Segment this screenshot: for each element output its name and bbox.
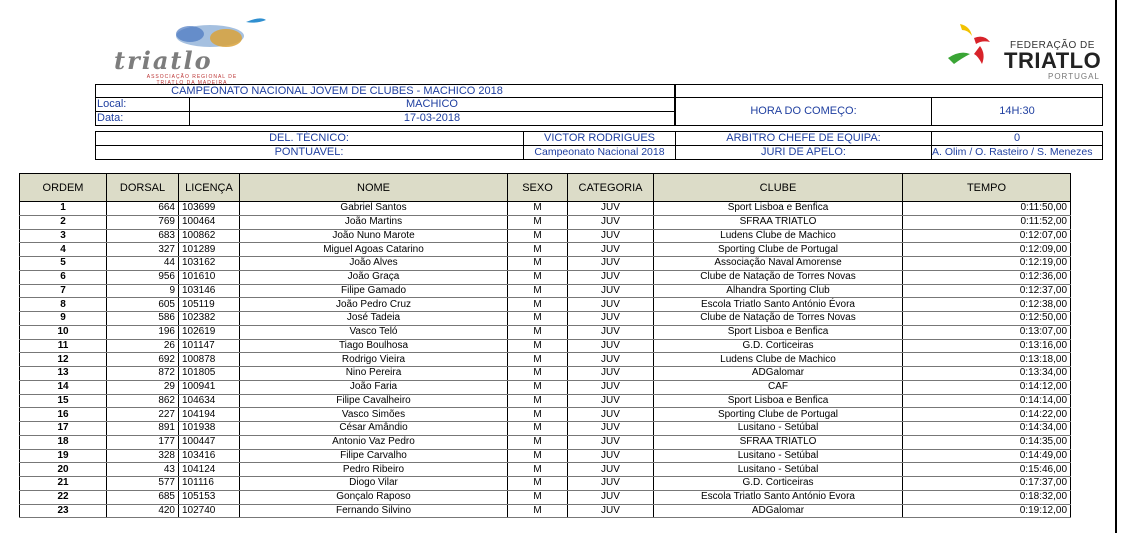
cell-categoria: JUV [568, 394, 654, 408]
table-row [20, 490, 1071, 504]
cell-tempo: 0:14:14,00 [903, 394, 1071, 408]
cell-licenca: 103699 [179, 202, 240, 216]
cell-ordem: 13 [20, 367, 107, 381]
cell-sexo: M [508, 229, 568, 243]
cell-sexo: M [508, 202, 568, 216]
cell-dorsal: 683 [107, 229, 179, 243]
event-title: CAMPEONATO NACIONAL JOVEM DE CLUBES - MACHICO 2018 [171, 85, 503, 97]
table-row [20, 243, 1071, 257]
cell-nome: Rodrigo Vieira [240, 353, 508, 367]
cell-sexo: M [508, 504, 568, 518]
cell-ordem: 4 [20, 243, 107, 257]
cell-licenca: 105119 [179, 298, 240, 312]
cell-licenca: 102382 [179, 312, 240, 326]
cell-clube: G.D. Corticeiras [654, 477, 903, 491]
cell-tempo: 0:12:50,00 [903, 312, 1071, 326]
cell-sexo: M [508, 463, 568, 477]
cell-categoria: JUV [568, 202, 654, 216]
cell-tempo: 0:12:37,00 [903, 284, 1071, 298]
cell-licenca: 102740 [179, 504, 240, 518]
cell-nome: Filipe Carvalho [240, 449, 508, 463]
cell-tempo: 0:12:07,00 [903, 229, 1071, 243]
cell-dorsal: 9 [107, 284, 179, 298]
cell-ordem: 2 [20, 215, 107, 229]
cell-nome: Miguel Agoas Catarino [240, 243, 508, 257]
col-dorsal: DORSAL [107, 174, 179, 202]
table-row [20, 202, 1071, 216]
cell-licenca: 104634 [179, 394, 240, 408]
cell-clube: Associação Naval Amorense [654, 257, 903, 271]
table-row [20, 339, 1071, 353]
cell-sexo: M [508, 353, 568, 367]
cell-clube: Ludens Clube de Machico [654, 353, 903, 367]
cell-licenca: 100862 [179, 229, 240, 243]
cell-categoria: JUV [568, 215, 654, 229]
cell-tempo: 0:12:38,00 [903, 298, 1071, 312]
cell-categoria: JUV [568, 422, 654, 436]
cell-ordem: 20 [20, 463, 107, 477]
chief-referee-value: 0 [1013, 132, 1021, 144]
start-time-value: 14H:30 [999, 105, 1035, 117]
cell-clube: SFRAA TRIATLO [654, 215, 903, 229]
col-licenca: LICENÇA [179, 174, 240, 202]
results-body [20, 202, 1071, 518]
cell-categoria: JUV [568, 449, 654, 463]
cell-ordem: 18 [20, 435, 107, 449]
table-row [20, 325, 1071, 339]
cell-ordem: 10 [20, 325, 107, 339]
cell-dorsal: 956 [107, 270, 179, 284]
appeal-jury-value: A. Olim / O. Rasteiro / S. Menezes [932, 146, 1093, 158]
cell-nome: Antonio Vaz Pedro [240, 435, 508, 449]
cell-tempo: 0:14:12,00 [903, 380, 1071, 394]
cell-licenca: 101289 [179, 243, 240, 257]
cell-categoria: JUV [568, 229, 654, 243]
cell-categoria: JUV [568, 463, 654, 477]
cell-categoria: JUV [568, 367, 654, 381]
cell-nome: César Amândio [240, 422, 508, 436]
cell-nome: João Nuno Marote [240, 229, 508, 243]
cell-dorsal: 227 [107, 408, 179, 422]
cell-licenca: 101116 [179, 477, 240, 491]
logo-wordmark: triatlo [114, 46, 213, 75]
table-row [20, 435, 1071, 449]
cell-clube: Escola Triatlo Santo António Évora [654, 490, 903, 504]
cell-nome: José Tadeia [240, 312, 508, 326]
cell-licenca: 102619 [179, 325, 240, 339]
cell-ordem: 1 [20, 202, 107, 216]
tech-delegate-label: DEL. TÉCNICO: [269, 132, 349, 144]
cell-tempo: 0:19:12,00 [903, 504, 1071, 518]
cell-clube: Alhandra Sporting Club [654, 284, 903, 298]
table-row [20, 394, 1071, 408]
cell-categoria: JUV [568, 353, 654, 367]
cell-categoria: JUV [568, 504, 654, 518]
cell-sexo: M [508, 215, 568, 229]
page-edge-bar [1115, 0, 1117, 533]
local-label: Local: [97, 98, 127, 110]
cell-tempo: 0:13:18,00 [903, 353, 1071, 367]
cell-dorsal: 44 [107, 257, 179, 271]
local-value: MACHICO [406, 98, 458, 110]
cell-dorsal: 43 [107, 463, 179, 477]
col-clube: CLUBE [654, 174, 903, 202]
cell-licenca: 101938 [179, 422, 240, 436]
cell-ordem: 19 [20, 449, 107, 463]
logo-figure-icon [940, 20, 1006, 68]
cell-nome: Pedro Ribeiro [240, 463, 508, 477]
cell-nome: Gabriel Santos [240, 202, 508, 216]
date-value: 17-03-2018 [403, 112, 461, 124]
cell-ordem: 21 [20, 477, 107, 491]
cell-clube: Sport Lisboa e Benfica [654, 202, 903, 216]
cell-sexo: M [508, 312, 568, 326]
cell-categoria: JUV [568, 257, 654, 271]
cell-tempo: 0:15:46,00 [903, 463, 1071, 477]
cell-ordem: 16 [20, 408, 107, 422]
logo-line-2: TRIATLO [1004, 48, 1102, 73]
cell-licenca: 104194 [179, 408, 240, 422]
cell-licenca: 100941 [179, 380, 240, 394]
tech-delegate-value: VICTOR RODRIGUES [543, 132, 656, 144]
results-table [19, 173, 1071, 518]
cell-sexo: M [508, 477, 568, 491]
cell-tempo: 0:14:34,00 [903, 422, 1071, 436]
cell-nome: João Faria [240, 380, 508, 394]
logo-swoosh-icon [138, 14, 268, 50]
cell-nome: Nino Pereira [240, 367, 508, 381]
cell-licenca: 104124 [179, 463, 240, 477]
cell-categoria: JUV [568, 339, 654, 353]
table-row [20, 229, 1071, 243]
cell-tempo: 0:11:50,00 [903, 202, 1071, 216]
col-tempo: TEMPO [903, 174, 1071, 202]
col-ordem: ORDEM [20, 174, 107, 202]
cell-dorsal: 862 [107, 394, 179, 408]
table-row [20, 422, 1071, 436]
federation-logo [940, 18, 1110, 88]
cell-licenca: 100464 [179, 215, 240, 229]
cell-sexo: M [508, 298, 568, 312]
cell-licenca: 103416 [179, 449, 240, 463]
cell-clube: ADGalomar [654, 504, 903, 518]
cell-categoria: JUV [568, 270, 654, 284]
cell-categoria: JUV [568, 477, 654, 491]
cell-sexo: M [508, 435, 568, 449]
cell-nome: João Pedro Cruz [240, 298, 508, 312]
cell-tempo: 0:14:49,00 [903, 449, 1071, 463]
cell-dorsal: 177 [107, 435, 179, 449]
cell-licenca: 103162 [179, 257, 240, 271]
cell-licenca: 100447 [179, 435, 240, 449]
cell-clube: Sport Lisboa e Benfica [654, 325, 903, 339]
cell-dorsal: 586 [107, 312, 179, 326]
cell-sexo: M [508, 408, 568, 422]
cell-clube: Sporting Clube de Portugal [654, 243, 903, 257]
cell-tempo: 0:14:35,00 [903, 435, 1071, 449]
cell-tempo: 0:12:19,00 [903, 257, 1071, 271]
cell-tempo: 0:13:16,00 [903, 339, 1071, 353]
cell-clube: Escola Triatlo Santo António Évora [654, 298, 903, 312]
cell-dorsal: 664 [107, 202, 179, 216]
cell-dorsal: 769 [107, 215, 179, 229]
logo-line-3: PORTUGAL [1048, 72, 1100, 81]
scoring-value: Campeonato Nacional 2018 [534, 146, 665, 158]
cell-nome: Filipe Cavalheiro [240, 394, 508, 408]
cell-licenca: 101610 [179, 270, 240, 284]
cell-clube: Clube de Natação de Torres Novas [654, 312, 903, 326]
col-categoria: CATEGORIA [568, 174, 654, 202]
start-time-label: HORA DO COMEÇO: [750, 105, 857, 117]
cell-dorsal: 420 [107, 504, 179, 518]
cell-ordem: 22 [20, 490, 107, 504]
table-row [20, 284, 1071, 298]
cell-dorsal: 29 [107, 380, 179, 394]
scoring-label: PONTUAVEL: [274, 146, 344, 158]
cell-tempo: 0:12:36,00 [903, 270, 1071, 284]
cell-nome: Gonçalo Raposo [240, 490, 508, 504]
cell-sexo: M [508, 449, 568, 463]
cell-categoria: JUV [568, 312, 654, 326]
table-row [20, 353, 1071, 367]
cell-licenca: 101147 [179, 339, 240, 353]
cell-ordem: 12 [20, 353, 107, 367]
cell-ordem: 23 [20, 504, 107, 518]
table-row [20, 312, 1071, 326]
cell-sexo: M [508, 339, 568, 353]
table-row [20, 298, 1071, 312]
table-row [20, 367, 1071, 381]
cell-nome: Vasco Simões [240, 408, 508, 422]
cell-sexo: M [508, 422, 568, 436]
cell-categoria: JUV [568, 284, 654, 298]
table-header-row [20, 174, 1071, 202]
cell-sexo: M [508, 243, 568, 257]
cell-categoria: JUV [568, 490, 654, 504]
cell-licenca: 101805 [179, 367, 240, 381]
cell-clube: SFRAA TRIATLO [654, 435, 903, 449]
date-label: Data: [97, 112, 124, 124]
cell-categoria: JUV [568, 408, 654, 422]
table-row [20, 504, 1071, 518]
cell-tempo: 0:14:22,00 [903, 408, 1071, 422]
table-row [20, 257, 1071, 271]
cell-tempo: 0:12:09,00 [903, 243, 1071, 257]
col-sexo: SEXO [508, 174, 568, 202]
cell-dorsal: 872 [107, 367, 179, 381]
cell-categoria: JUV [568, 435, 654, 449]
cell-categoria: JUV [568, 325, 654, 339]
cell-clube: Clube de Natação de Torres Novas [654, 270, 903, 284]
cell-categoria: JUV [568, 243, 654, 257]
cell-sexo: M [508, 490, 568, 504]
cell-nome: Tiago Boulhosa [240, 339, 508, 353]
cell-ordem: 8 [20, 298, 107, 312]
cell-clube: Lusitano - Setúbal [654, 422, 903, 436]
cell-tempo: 0:13:34,00 [903, 367, 1071, 381]
cell-clube: Lusitano - Setúbal [654, 463, 903, 477]
chief-referee-label: ARBITRO CHEFE DE EQUIPA: [726, 132, 881, 144]
cell-ordem: 7 [20, 284, 107, 298]
cell-ordem: 9 [20, 312, 107, 326]
cell-ordem: 3 [20, 229, 107, 243]
cell-clube: Lusitano - Setúbal [654, 449, 903, 463]
cell-sexo: M [508, 394, 568, 408]
cell-clube: Sporting Clube de Portugal [654, 408, 903, 422]
cell-ordem: 14 [20, 380, 107, 394]
cell-nome: João Martins [240, 215, 508, 229]
appeal-jury-label: JURI DE APELO: [761, 146, 846, 158]
cell-nome: Vasco Teló [240, 325, 508, 339]
cell-clube: CAF [654, 380, 903, 394]
cell-sexo: M [508, 257, 568, 271]
cell-clube: ADGalomar [654, 367, 903, 381]
cell-licenca: 103146 [179, 284, 240, 298]
cell-clube: G.D. Corticeiras [654, 339, 903, 353]
cell-nome: João Graça [240, 270, 508, 284]
table-row [20, 477, 1071, 491]
table-row [20, 215, 1071, 229]
cell-sexo: M [508, 270, 568, 284]
cell-dorsal: 328 [107, 449, 179, 463]
logo-subtitle: ASSOCIAÇÃO REGIONAL DE TRIATLO DA MADEIRA [146, 74, 238, 86]
cell-nome: Filipe Gamado [240, 284, 508, 298]
table-row [20, 463, 1071, 477]
table-row [20, 449, 1071, 463]
cell-dorsal: 196 [107, 325, 179, 339]
cell-dorsal: 605 [107, 298, 179, 312]
cell-licenca: 100878 [179, 353, 240, 367]
cell-dorsal: 891 [107, 422, 179, 436]
cell-sexo: M [508, 367, 568, 381]
cell-categoria: JUV [568, 380, 654, 394]
cell-tempo: 0:17:37,00 [903, 477, 1071, 491]
cell-nome: João Alves [240, 257, 508, 271]
cell-nome: Diogo Vilar [240, 477, 508, 491]
cell-dorsal: 577 [107, 477, 179, 491]
cell-dorsal: 26 [107, 339, 179, 353]
cell-ordem: 6 [20, 270, 107, 284]
cell-licenca: 105153 [179, 490, 240, 504]
cell-categoria: JUV [568, 298, 654, 312]
cell-nome: Fernando Silvino [240, 504, 508, 518]
logo-line-1: FEDERAÇÃO DE [1010, 40, 1095, 51]
regional-triathlon-logo [108, 14, 276, 84]
table-row [20, 270, 1071, 284]
cell-sexo: M [508, 284, 568, 298]
cell-ordem: 11 [20, 339, 107, 353]
table-row [20, 408, 1071, 422]
cell-clube: Ludens Clube de Machico [654, 229, 903, 243]
cell-dorsal: 692 [107, 353, 179, 367]
cell-tempo: 0:18:32,00 [903, 490, 1071, 504]
cell-sexo: M [508, 380, 568, 394]
table-row [20, 380, 1071, 394]
cell-ordem: 17 [20, 422, 107, 436]
cell-tempo: 0:13:07,00 [903, 325, 1071, 339]
cell-ordem: 5 [20, 257, 107, 271]
cell-dorsal: 327 [107, 243, 179, 257]
cell-ordem: 15 [20, 394, 107, 408]
cell-tempo: 0:11:52,00 [903, 215, 1071, 229]
cell-sexo: M [508, 325, 568, 339]
cell-dorsal: 685 [107, 490, 179, 504]
col-nome: NOME [240, 174, 508, 202]
cell-clube: Sport Lisboa e Benfica [654, 394, 903, 408]
